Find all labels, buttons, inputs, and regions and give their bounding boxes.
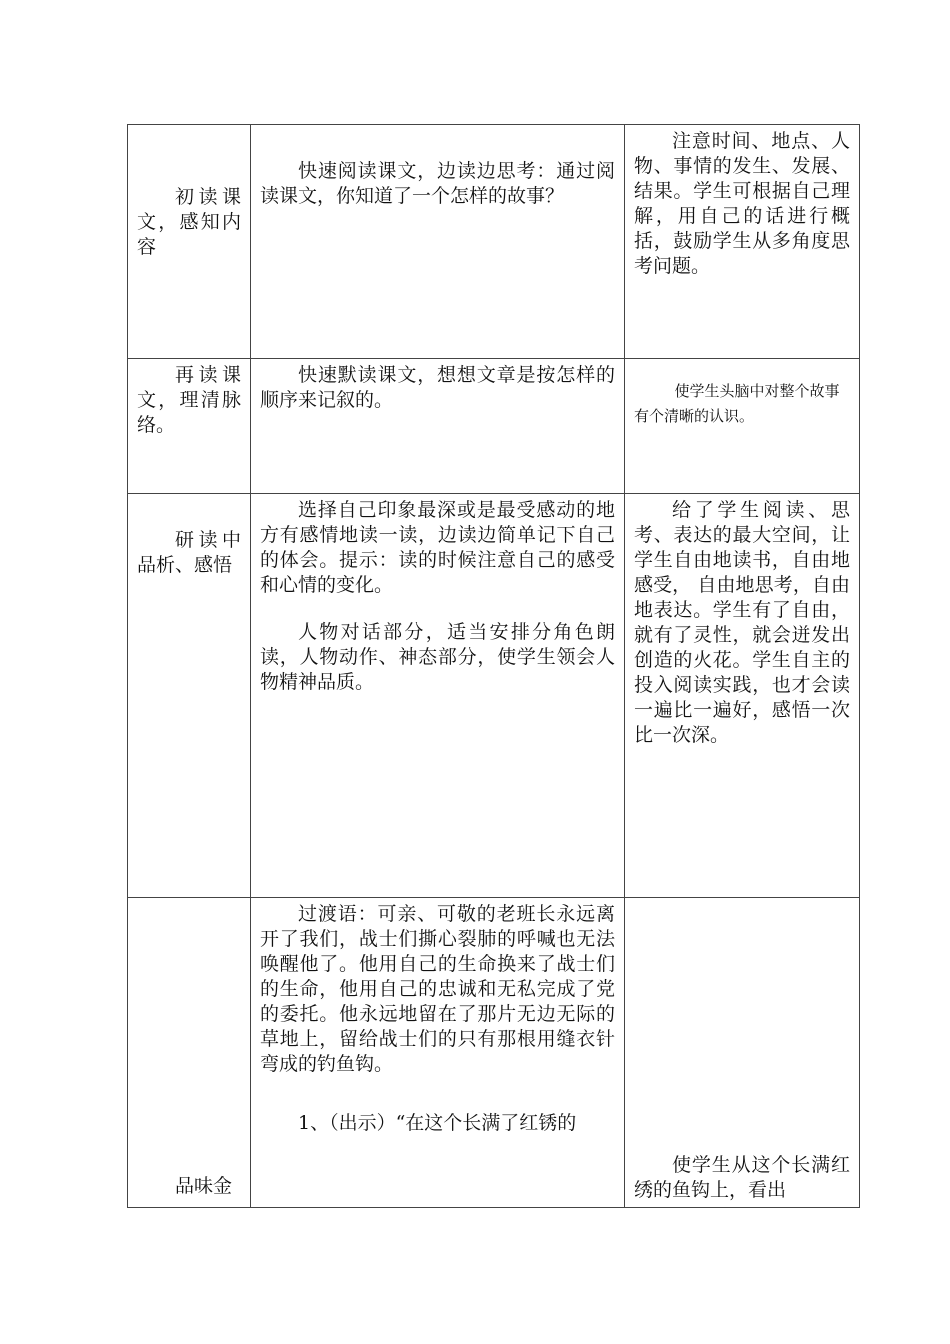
activity-cell [251,494,625,898]
lesson-plan-table [127,124,860,1208]
activity-text: 过渡语：可亲、可敬的老班长永远离开了我们，战士们撕心裂肺的呼喊也无法唤醒他了。他用自己的生命换来了战士们的生命，他用自己的忠诚和无私完成了党的委托。他永远地留在了那片无边无际的草地上，留给战士们的只有那根用缝衣针弯成的钓鱼钩。 [260,903,615,1075]
intent-text: 给了学生阅读、思考、表达的最大空间，让学生自由地读书，自由地感受， 自由地思考，自由地表达。学生有了自由， 就有了灵性，就会迸发出创造的火花。学生自主的投入阅读实践，也才会读一遍比一遍好，感悟一次比一次深。 [634,499,850,746]
step-cell [128,494,251,898]
table-row [128,125,860,359]
activity-text: 人物对话部分，适当安排分角色朗读，人物动作、神态部分，使学生领会人物精神品质。 [260,621,615,693]
activity-cell [251,125,625,359]
intent-text: 注意时间、地点、人物、事情的发生、发展、结果。学生可根据自己理解，用自己的话进行概括，鼓励学生从多角度思考问题。 [634,130,850,277]
intent-cell [625,898,860,1208]
activity-text: 1、（出示）“在这个长满了红锈的 [298,1112,577,1134]
step-cell [128,898,251,1208]
intent-text: 使学生从这个长满红绣的鱼钩上，看出 [634,1154,850,1201]
intent-cell [625,125,860,359]
intent-cell [625,359,860,494]
table-row [128,494,860,898]
step-label: 再读课文，理清脉络。 [137,364,241,436]
table-row [128,898,860,1208]
table-row [128,359,860,494]
intent-cell [625,494,860,898]
step-label: 研读中品析、感悟 [137,529,241,576]
step-cell [128,359,251,494]
step-cell [128,125,251,359]
step-label: 初读课文，感知内容 [137,186,241,258]
activity-text: 快速阅读课文，边读边思考：通过阅读课文，你知道了一个怎样的故事？ [260,160,615,207]
step-label: 品味金 [175,1175,233,1197]
intent-text: 使学生头脑中对整个故事有个清晰的认识。 [634,382,840,425]
activity-text: 快速默读课文，想想文章是按怎样的顺序来记叙的。 [260,364,615,411]
activity-cell [251,898,625,1208]
activity-text: 选择自己印象最深或是最受感动的地方有感情地读一读，边读边简单记下自己的体会。提示：读的时候注意自己的感受和心情的变化。 [260,499,615,596]
activity-cell [251,359,625,494]
